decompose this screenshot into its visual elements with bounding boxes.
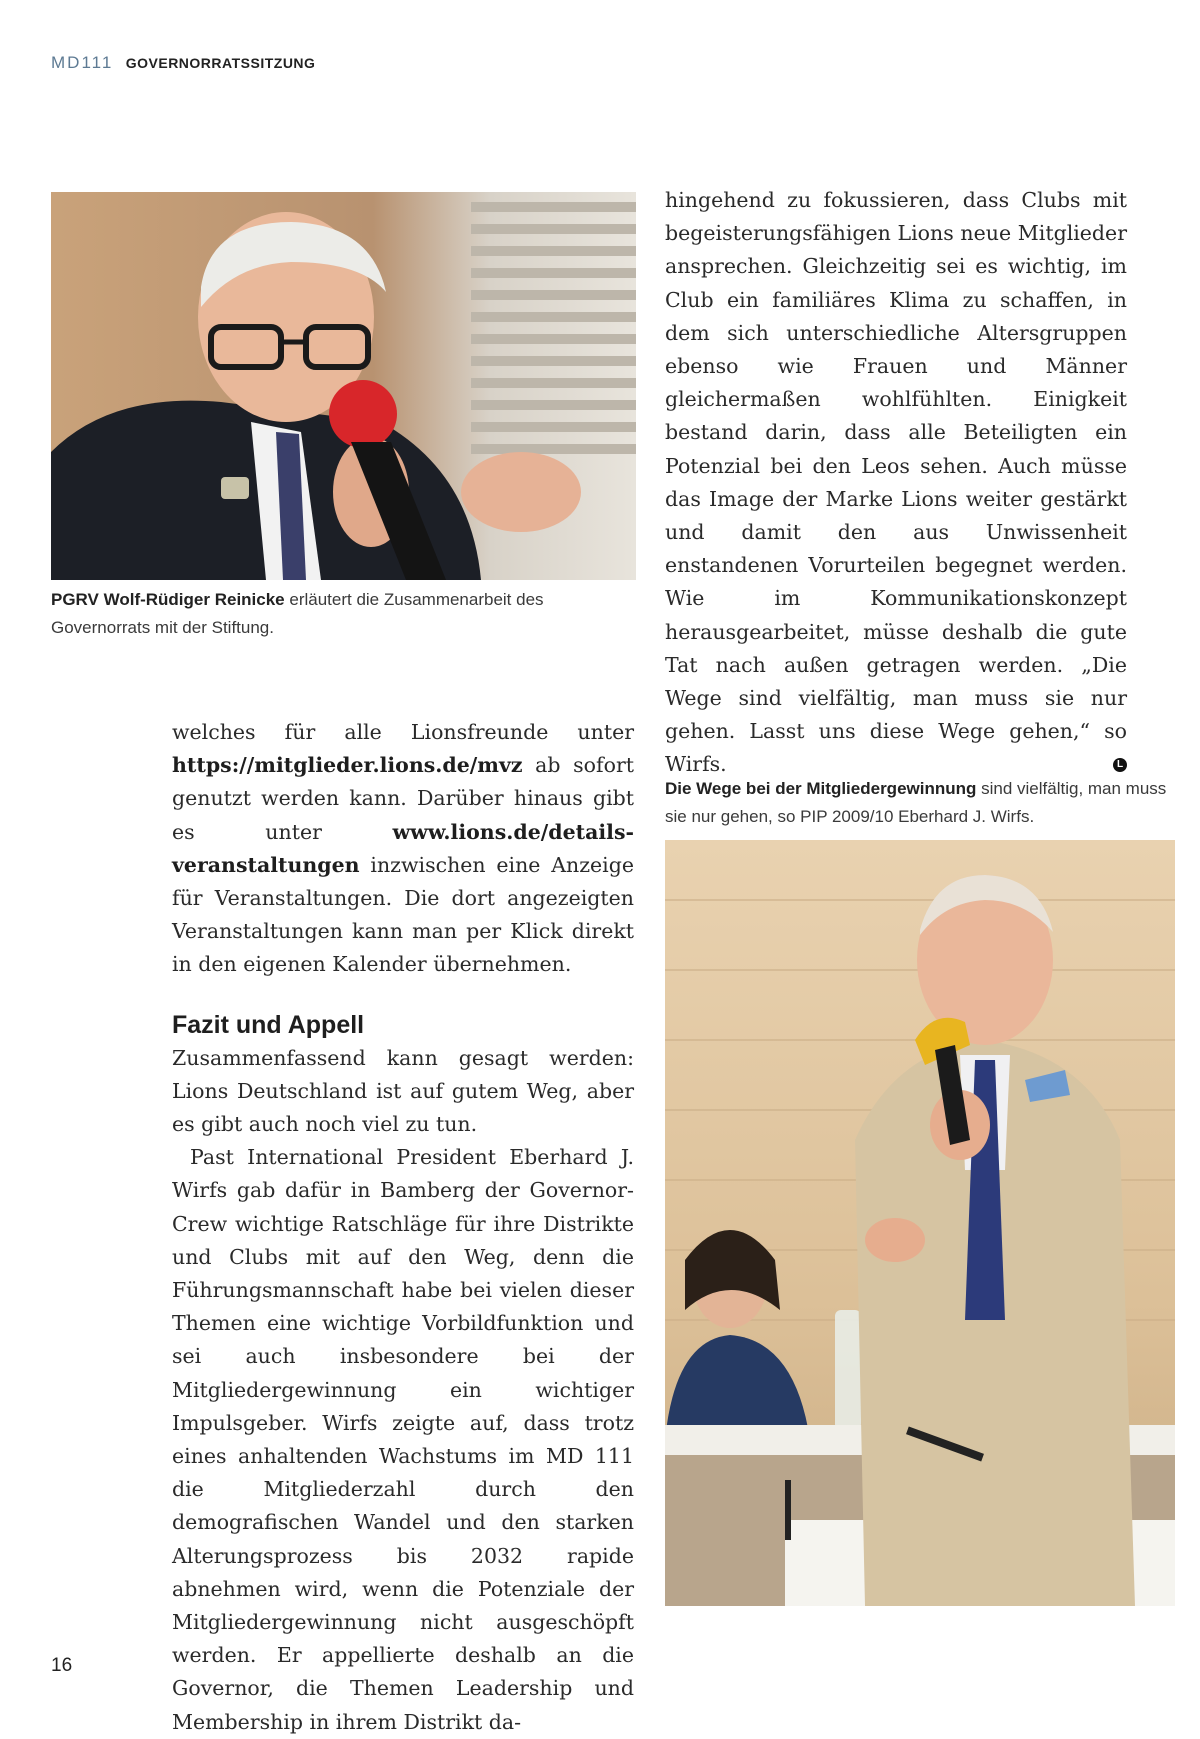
caption-bold: Die Wege bei der Mitgliedergewinnung <box>665 779 977 798</box>
photo-wirfs-caption <box>665 775 1185 831</box>
right-column-paragraph: hingehend zu fokussieren, dass Clubs mit begeisterungsfähigen Lions neue Mitglieder ansprechen. Gleichzeitig sei es wichtig, im Club ein familiäres Klima zu schaffen, in dem sich unterschiedliche Altersgruppen ebenso wie Frauen und Männer gleichermaßen wohlfühlten. Einigkeit bestand darin, dass alle Beteiligten ein Potenzial bei den Leos sehen. Auch müsse das Image der Marke Lions weiter gestärkt und damit den aus Unwissenheit enstandenen Vorurteilen begegnet werden. Wie im Kommunikationskonzept herausgearbeitet, müsse deshalb die gute Tat nach außen getragen werden. „Die Wege sind vielfältig, man muss sie nur gehen. Lasst uns diese Wege gehen,“ so Wirfs. <box>665 188 1127 777</box>
lions-end-mark-icon: L <box>1113 758 1127 772</box>
paragraph-summary: Zusammenfassend kann gesagt werden: Lions Deutschland ist auf gutem Weg, aber es gibt auch noch viel zu tun. <box>172 1045 634 1137</box>
link-veranstaltungen[interactable]: www.lions.de/details-veranstaltungen <box>172 819 634 877</box>
photo-wirfs-illustration <box>665 840 1175 1606</box>
link-mitglieder[interactable]: https://mitglieder.lions.de/mvz <box>172 753 523 778</box>
paragraph-wirfs: Past International President Eberhard J. Wirfs gab dafür in Bamberg der Governor-Crew wichtige Ratschläge für ihre Distrikte und Clubs mit auf den Weg, denn die Führungsmannschaft habe bei vielen dieser Themen eine wichtige Vorbildfunktion und sei auch insbesondere bei der Mitgliedergewinnung ein wichtiger Impulsgeber. Wirfs zeigte auf, dass trotz eines anhaltenden Wachstums im MD 111 die Mitgliederzahl durch den demografischen Wandel und den starken Alterungsprozess bis 2032 rapide abnehmen wird, wenn die Potenziale der Mitgliedergewinnung nicht ausgeschöpft werden. Er appellierte deshalb an die Governor, die Themen Leadership und Membership in ihrem Distrikt da- <box>172 1145 634 1734</box>
caption-text: erläutert die Zusammenarbeit des Governorrats mit der Stiftung. <box>51 590 544 637</box>
paragraph-website: welches für alle Lionsfreunde unter https://mitglieder.lions.de/mvz ab sofort genutzt werden kann. Darüber hinaus gibt es unter www.lions.de/details-veranstaltungen inzwischen eine Anzeige für Veranstaltungen. Die dort angezeigten Veranstaltungen kann man per Klick direkt in den eigenen Kalender übernehmen. <box>172 720 634 977</box>
caption-name: PGRV Wolf-Rüdiger Reinicke <box>51 590 285 609</box>
left-column <box>172 716 634 1739</box>
caption-text: sind vielfältig, man muss sie nur gehen, so PIP 2009/10 Eberhard J. Wirfs. <box>665 779 1167 826</box>
running-header <box>51 53 315 73</box>
section-title: GOVERNORRATSSITZUNG <box>125 55 316 71</box>
photo-wirfs <box>665 840 1175 1606</box>
photo-reinicke <box>51 192 636 580</box>
section-heading: Fazit und Appell <box>172 1010 365 1039</box>
right-column <box>665 184 1127 782</box>
photo-reinicke-caption <box>51 586 641 642</box>
photo-reinicke-illustration <box>51 192 636 580</box>
page-number: 16 <box>51 1655 73 1676</box>
section-label: MD111 <box>51 53 114 72</box>
